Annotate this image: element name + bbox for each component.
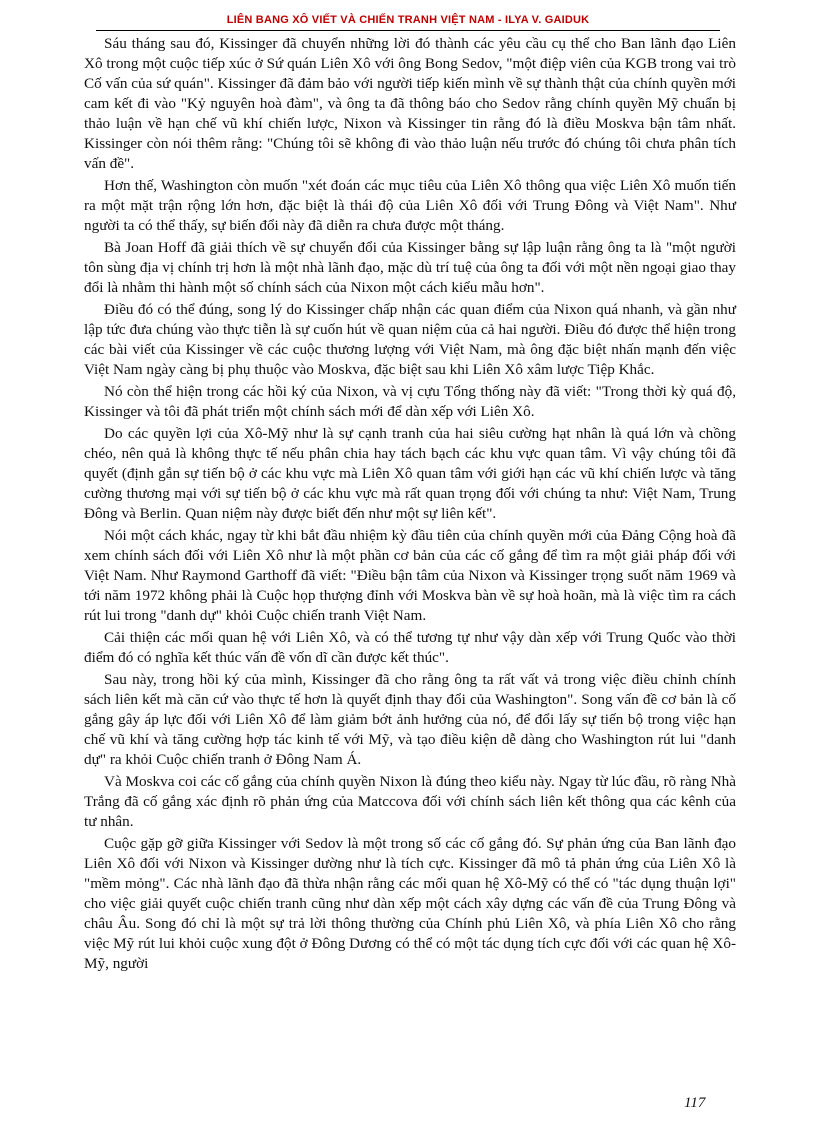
paragraph-2: Hơn thế, Washington còn muốn "xét đoán các mục tiêu của Liên Xô thông qua việc Liên Xô muốn tiến ra một mặt trận rộng lớn hơn, đặc biệt là thái độ của Liên Xô đối với Trung Đông và Việt Nam". Như người ta có thể thấy, sự biến đổi này đã diễn ra chưa được một tháng. xyxy=(84,177,736,234)
paragraph-1: Sáu tháng sau đó, Kissinger đã chuyển những lời đó thành các yêu cầu cụ thể cho Ban lãnh đạo Liên Xô trong một cuộc tiếp xúc ở Sứ quán Liên Xô với ông Bong Sedov, "một điệp viên của KGB trong vai trò Cố vấn của sứ quán". Kissinger đã đảm bảo với người tiếp kiến mình về sự thành thật của chính quyền mới cam kết đi vào "Kỷ nguyên hoà đàm", và ông ta đã thông báo cho Sedov rằng chính quyền Mỹ chuẩn bị thảo luận về hạn chế vũ khí chiến lược, Nixon và Kissinger tin rằng đó là điều Moskva bận tâm nhất. Kissinger còn nói thêm rằng: "Chúng tôi sẽ không đi vào thảo luận nếu trước đó chúng tôi chưa phân tích vấn đề". xyxy=(84,35,736,172)
paragraph-11: Cuộc gặp gỡ giữa Kissinger với Sedov là một trong số các cố gắng đó. Sự phản ứng của Ban lãnh đạo Liên Xô đối với Nixon và Kissinger dường như là tích cực. Kissinger đã mô tả phản ứng của Liên Xô là "mềm mỏng". Các nhà lãnh đạo đã thừa nhận rằng các mối quan hệ Xô-Mỹ có thể có "tác dụng thuận lợi" cho việc giải quyết cuộc chiến tranh cũng như dàn xếp một cách xây dựng các vấn đề của Trung Đông và châu Âu. Song đó chỉ là một sự trả lời thông thường của Chính phủ Liên Xô, và phía Liên Xô cho rằng việc Mỹ rút lui khỏi cuộc xung đột ở Đông Dương có thể có một tác dụng tích cực đối với các quan hệ Xô-Mỹ, người xyxy=(84,835,736,972)
paragraph-5: Nó còn thể hiện trong các hồi ký của Nixon, và vị cựu Tổng thống này đã viết: "Trong thời kỳ quá độ, Kissinger và tôi đã phát triển một chính sách mới để dàn xếp với Liên Xô. xyxy=(84,383,736,420)
header-divider xyxy=(96,30,720,31)
paragraph-3: Bà Joan Hoff đã giải thích về sự chuyển đổi của Kissinger bằng sự lập luận rằng ông ta là "một người tôn sùng địa vị chính trị hơn là một nhà lãnh đạo, mặc dù trí tuệ của ông ta đối với một nền ngoại giao thay đổi là nhằm thi hành một số chính sách của Nixon một cách kiểu mẫu hơn". xyxy=(84,239,736,296)
paragraph-4: Điều đó có thể đúng, song lý do Kissinger chấp nhận các quan điểm của Nixon quá nhanh, và gần như lập tức đưa chúng vào thực tiễn là sự cuốn hút về quan niệm của cả hai người. Điều đó được thể hiện trong các bài viết của Kissinger về các cuộc thương lượng với Việt Nam, mà ông đặc biệt nhấn mạnh đến việc Việt Nam ngày càng bị phụ thuộc vào Moskva, đặc biệt sau khi Liên Xô xâm lược Tiệp Khắc. xyxy=(84,301,736,378)
page-number: 117 xyxy=(684,1095,706,1111)
body-text xyxy=(84,34,736,976)
paragraph-8: Cải thiện các mối quan hệ với Liên Xô, và có thể tương tự như vậy dàn xếp với Trung Quốc vào thời điểm đó có nghĩa kết thúc vấn đề vốn dĩ cần được kết thúc". xyxy=(84,629,736,666)
paragraph-6: Do các quyền lợi của Xô-Mỹ như là sự cạnh tranh của hai siêu cường hạt nhân là quá lớn và chồng chéo, nên quả là không thực tế nếu phân chia hay tách bạch các khu vực quan tâm. Vì vậy chúng tôi đã quyết (định gắn sự tiến bộ ở các khu vực mà Liên Xô quan tâm với giới hạn các vũ khí chiến lược và tăng cường thương mại với sự tiến bộ ở các khu vực mà rất quan trọng đối với chúng ta như: Việt Nam, Trung Đông và Berlin. Quan niệm này được biết đến như một sự liên kết". xyxy=(84,425,736,522)
paragraph-9: Sau này, trong hồi ký của mình, Kissinger đã cho rằng ông ta rất vất vả trong việc điều chỉnh chính sách liên kết mà căn cứ vào thực tế hơn là quyết định thay đổi của Washington". Song vấn đề cơ bản là cố gắng gây áp lực đối với Liên Xô để làm giảm bớt ảnh hưởng của nó, để đổi lấy sự tiến bộ trong việc hạn chế vũ khí và tăng cường hợp tác kinh tế với Mỹ, và tạo điều kiện dễ dàng cho Washington rút lui "danh dự" ra khỏi Cuộc chiến tranh ở Đông Nam Á. xyxy=(84,671,736,768)
paragraph-10: Và Moskva coi các cố gắng của chính quyền Nixon là đúng theo kiểu này. Ngay từ lúc đầu, rõ ràng Nhà Trắng đã cố gắng xác định rõ phản ứng của Matccova đối với chính sách liên kết thông qua các kênh của tư nhân. xyxy=(84,773,736,830)
running-header: LIÊN BANG XÔ VIẾT VÀ CHIẾN TRANH VIỆT NAM - ILYA V. GAIDUK xyxy=(226,14,590,26)
paragraph-7: Nói một cách khác, ngay từ khi bắt đầu nhiệm kỳ đầu tiên của chính quyền mới của Đảng Cộng hoà đã xem chính sách đối với Liên Xô như là một phần cơ bản của các cố gắng để tìm ra một giải pháp đối với Việt Nam. Như Raymond Garthoff đã viết: "Điều bận tâm của Nixon và Kissinger trọng suốt năm 1969 và tới năm 1972 không phải là Cuộc họp thượng đỉnh với Moskva bàn về sự hoà hoãn, mà là việc tìm ra cách rút lui trong "danh dự" khỏi Cuộc chiến tranh Việt Nam. xyxy=(84,527,736,624)
